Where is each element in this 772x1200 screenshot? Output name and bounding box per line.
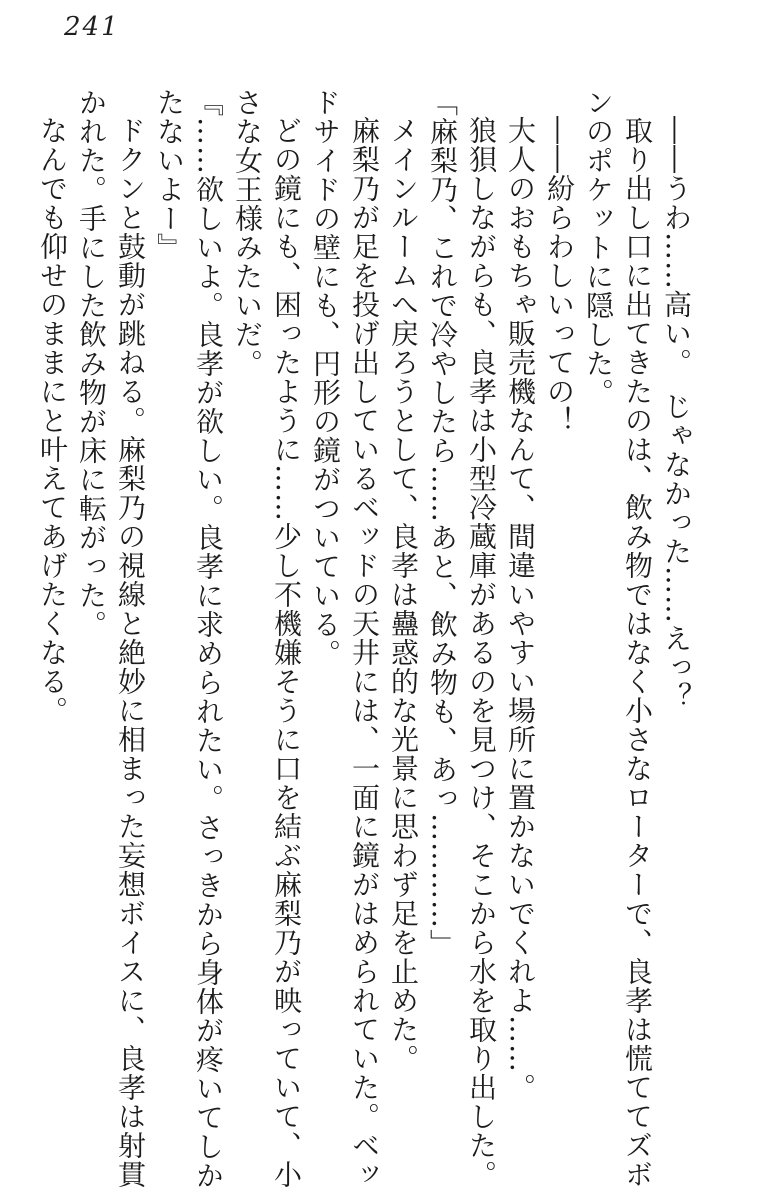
- paragraph: 狼狽しながらも、良孝は小型冷蔵庫があるのを見つけ、そこから水を取り出した。: [465, 116, 498, 1189]
- paragraph: 大人のおもちゃ販売機なんて、間違いやすい場所に置かないでくれよ……。: [504, 116, 537, 1102]
- paragraph: 『……欲しいよ。良孝が欲しい。良孝に求められたい。さっきから身体が疼いてしかたないよー』: [153, 88, 225, 1190]
- paragraph: メインルームへ戻ろうとして、良孝は蠱惑的な光景に思わず足を止めた。: [387, 116, 420, 1073]
- paragraph: どの鏡にも、困ったように……少し不機嫌そうに口を結ぶ麻梨乃が映っていて、小さな女王様みたいだ。: [231, 88, 303, 1189]
- paragraph: ドクンと鼓動が跳ねる。麻梨乃の視線と絶妙に相まった妄想ボイスに、良孝は射貫かれた。手にした飲み物が床に転がった。: [75, 88, 147, 1189]
- paragraph: 麻梨乃が足を投げ出しているベッドの天井には、一面に鏡がはめられていた。ベッドサイドの壁にも、円形の鏡がついている。: [309, 88, 381, 1189]
- paragraph: 「麻梨乃、これで冷やしたら……あと、飲み物も、あっ…………」: [426, 88, 459, 958]
- paragraph: なんでも仰せのままにと叶えてあげたくなる。: [36, 116, 69, 725]
- page-number: 241: [64, 12, 120, 42]
- text-area: [32, 88, 696, 1192]
- paragraph: 取り出し口に出てきたのは、飲み物ではなく小さなローターで、良孝は慌ててズボンのポケットに隠した。: [582, 88, 654, 1189]
- paragraph: ――うわ……高い。 じゃなかった……えっ？: [660, 116, 693, 711]
- paragraph: ――紛らわしいっての！: [543, 116, 576, 435]
